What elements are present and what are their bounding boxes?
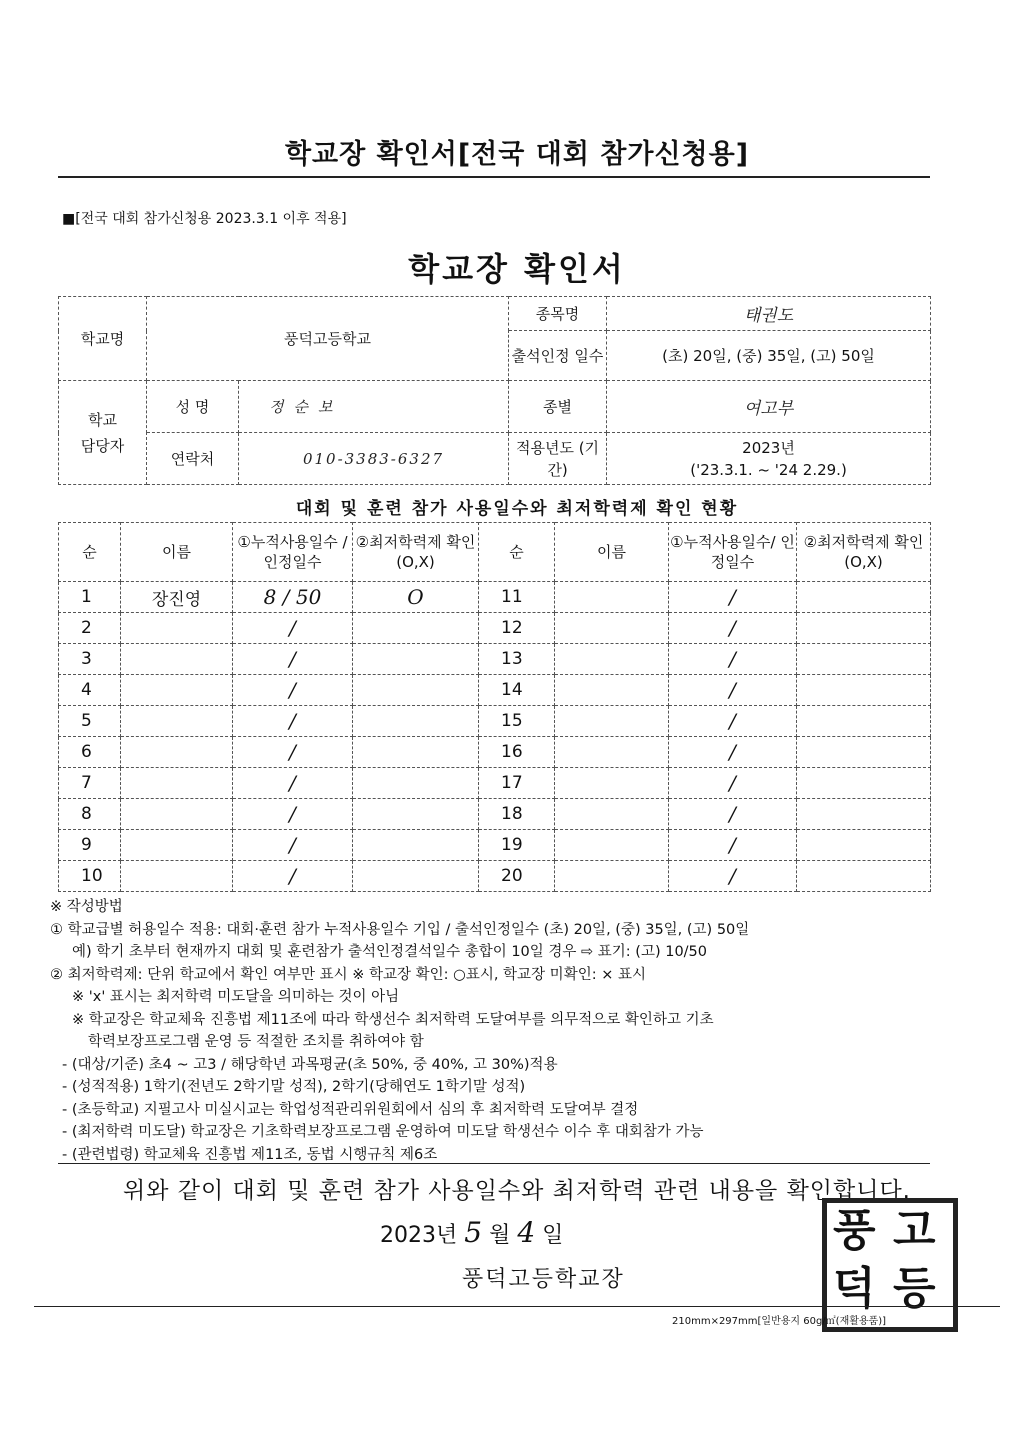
header-name: 이름	[555, 523, 669, 582]
attendance-table	[58, 522, 931, 892]
academic-check	[353, 861, 479, 892]
days-used: /	[233, 706, 353, 737]
days-used: /	[233, 737, 353, 768]
academic-check	[797, 706, 931, 737]
student-name	[555, 582, 669, 613]
divider	[58, 176, 930, 178]
days-used: /	[233, 644, 353, 675]
date-day-unit: 일	[542, 1223, 564, 1248]
header-seq: 순	[59, 523, 121, 582]
academic-check	[353, 799, 479, 830]
table-row	[59, 830, 931, 861]
student-name	[555, 613, 669, 644]
row-number: 18	[479, 799, 555, 830]
year-label: 적용년도 (기간)	[509, 433, 607, 485]
year-cell	[607, 433, 931, 485]
staff-label: 학교 담당자	[59, 381, 147, 485]
academic-check	[353, 644, 479, 675]
row-number: 4	[59, 675, 121, 706]
academic-check	[797, 644, 931, 675]
seal-glyph: 고	[893, 1205, 936, 1256]
row-number: 17	[479, 768, 555, 799]
period-value: ('23.3.1. ~ '24 2.29.)	[690, 460, 847, 479]
outer-title: 학교장 확인서[전국 대회 참가신청용]	[284, 139, 750, 170]
seal-glyph: 등	[893, 1263, 936, 1314]
days-used: /	[233, 613, 353, 644]
days-used: /	[669, 737, 797, 768]
applicability-note: ■[전국 대회 참가신청용 2023.3.1 이후 적용]	[62, 211, 347, 227]
table-row	[59, 861, 931, 892]
school-label: 학교명	[59, 297, 147, 381]
divider	[34, 1306, 1000, 1307]
student-name	[555, 737, 669, 768]
days-used: /	[669, 613, 797, 644]
academic-check	[353, 768, 479, 799]
row-number: 11	[479, 582, 555, 613]
divider	[58, 1163, 930, 1164]
name-value: 정순보	[239, 381, 509, 433]
student-name	[555, 706, 669, 737]
student-name	[121, 675, 233, 706]
student-name	[121, 706, 233, 737]
academic-check	[353, 675, 479, 706]
sport-value: 태권도	[607, 297, 931, 331]
student-name	[555, 768, 669, 799]
student-name	[121, 861, 233, 892]
days-used: /	[669, 706, 797, 737]
name-label: 성 명	[147, 381, 239, 433]
row-number: 1	[59, 582, 121, 613]
table-row	[59, 737, 931, 768]
row-number: 2	[59, 613, 121, 644]
instruction-line: ① 학교급별 허용일수 적용: 대회·훈련 참가 누적사용일수 기입 / 출석인정일수 (초) 20일, (중) 35일, (고) 50일	[50, 921, 750, 938]
attend-value: (초) 20일, (중) 35일, (고) 50일	[607, 331, 931, 381]
contact-value: 010-3383-6327	[239, 433, 509, 485]
academic-check	[797, 737, 931, 768]
date-day: 4	[517, 1216, 536, 1249]
table-row	[59, 644, 931, 675]
student-name	[121, 613, 233, 644]
row-number: 9	[59, 830, 121, 861]
days-used: /	[669, 582, 797, 613]
table-row	[59, 706, 931, 737]
row-number: 5	[59, 706, 121, 737]
header-name: 이름	[121, 523, 233, 582]
instruction-line: - (최저학력 미도달) 학교장은 기초학력보장프로그램 운영하여 미도달 학생선수 이수 후 대회참가 가능	[62, 1124, 704, 1140]
days-used: /	[233, 675, 353, 706]
days-used: /	[669, 861, 797, 892]
row-number: 8	[59, 799, 121, 830]
attendance-header-row	[59, 523, 931, 582]
sport-label: 종목명	[509, 297, 607, 331]
date-year: 2023년	[380, 1223, 458, 1248]
year-value: 2023년	[742, 438, 795, 457]
school-value: 풍덕고등학교	[147, 297, 509, 381]
row-number: 13	[479, 644, 555, 675]
student-name	[121, 644, 233, 675]
row-number: 12	[479, 613, 555, 644]
row-number: 3	[59, 644, 121, 675]
category-value: 여고부	[607, 381, 931, 433]
confirmation-statement: 위와 같이 대회 및 훈련 참가 사용일수와 최저학력 관련 내용을 확인합니다.	[123, 1178, 911, 1204]
instruction-line: - (성적적용) 1학기(전년도 2학기말 성적), 2학기(당해연도 1학기말 성적)	[62, 1079, 526, 1095]
academic-check	[353, 830, 479, 861]
attend-label: 출석인정 일수	[509, 331, 607, 381]
days-used: /	[233, 768, 353, 799]
instruction-line: ② 최저학력제: 단위 학교에서 확인 여부만 표시 ※ 학교장 확인: ○표시, 학교장 미확인: × 표시	[50, 966, 646, 983]
category-label: 종별	[509, 381, 607, 433]
table-row	[59, 675, 931, 706]
days-used: /	[233, 830, 353, 861]
instruction-line: ※ 학교장은 학교체육 진흥법 제11조에 따라 학생선수 최저학력 도달여부를 의무적으로 확인하고 기초	[72, 1011, 714, 1028]
header-seq: 순	[479, 523, 555, 582]
instructions-heading: ※ 작성방법	[50, 899, 123, 915]
student-name	[555, 861, 669, 892]
academic-check	[797, 675, 931, 706]
row-number: 19	[479, 830, 555, 861]
academic-check	[797, 768, 931, 799]
days-used: /	[669, 675, 797, 706]
instruction-line: - (초등학교) 지필고사 미실시교는 학업성적관리위원회에서 심의 후 최저학력 도달여부 결정	[62, 1101, 639, 1118]
instruction-line: 예) 학기 초부터 현재까지 대회 및 훈련참가 출석인정결석일수 총합이 10일 경우 ⇨ 표기: (고) 10/50	[72, 944, 708, 960]
academic-check	[797, 582, 931, 613]
days-used: /	[669, 830, 797, 861]
header-check: ②최저학력제 확인(O,X)	[797, 523, 931, 582]
days-used: /	[669, 799, 797, 830]
instruction-line: ※ 'x' 표시는 최저학력 미도달을 의미하는 것이 아님	[72, 989, 400, 1005]
header-days: ①누적사용일수/ 인정일수	[669, 523, 797, 582]
student-name	[121, 799, 233, 830]
days-used: 8 / 50	[233, 582, 353, 613]
instructions	[50, 896, 950, 1166]
instruction-line: - (관련법령) 학교체육 진흥법 제11조, 동법 시행규칙 제6조	[62, 1146, 438, 1163]
seal-glyph: 덕	[833, 1263, 876, 1314]
row-number: 15	[479, 706, 555, 737]
row-number: 6	[59, 737, 121, 768]
contact-label: 연락처	[147, 433, 239, 485]
instruction-line: - (대상/기준) 초4 ~ 고3 / 해당학년 과목평균(초 50%, 중 40%, 고 30%)적용	[62, 1056, 558, 1073]
table-row	[59, 768, 931, 799]
academic-check	[797, 799, 931, 830]
academic-check	[353, 613, 479, 644]
days-used: /	[233, 861, 353, 892]
academic-check	[353, 706, 479, 737]
days-used: /	[669, 644, 797, 675]
table-row	[59, 582, 931, 613]
student-name	[121, 737, 233, 768]
academic-check	[797, 613, 931, 644]
table-row	[59, 613, 931, 644]
signature-date	[380, 1216, 563, 1249]
days-used: /	[669, 768, 797, 799]
academic-check	[353, 737, 479, 768]
student-name	[555, 830, 669, 861]
status-subtitle: 대회 및 훈련 참가 사용일수와 최저학력제 확인 현황	[295, 499, 739, 519]
seal-glyph: 풍	[833, 1205, 876, 1256]
student-name	[555, 799, 669, 830]
instruction-line: 학력보장프로그램 운영 등 적절한 조치를 취하여야 함	[88, 1034, 424, 1050]
header-check: ②최저학력제 확인(O,X)	[353, 523, 479, 582]
student-name	[555, 644, 669, 675]
row-number: 16	[479, 737, 555, 768]
row-number: 7	[59, 768, 121, 799]
academic-check: O	[353, 582, 479, 613]
academic-check	[797, 830, 931, 861]
table-row	[59, 799, 931, 830]
student-name	[121, 830, 233, 861]
row-number: 14	[479, 675, 555, 706]
paper-spec: 210mm×297mm[일반용지 60g/㎡(재활용품)]	[672, 1316, 887, 1327]
student-name	[121, 768, 233, 799]
info-table	[58, 296, 931, 485]
principal-title: 풍덕고등학교장	[462, 1267, 625, 1292]
row-number: 20	[479, 861, 555, 892]
main-title: 학교장 확인서	[408, 250, 626, 288]
academic-check	[797, 861, 931, 892]
row-number: 10	[59, 861, 121, 892]
student-name: 장진영	[121, 582, 233, 613]
header-days: ①누적사용일수 /인정일수	[233, 523, 353, 582]
days-used: /	[233, 799, 353, 830]
date-month: 5	[464, 1216, 483, 1249]
date-month-unit: 월	[489, 1223, 511, 1248]
student-name	[555, 675, 669, 706]
